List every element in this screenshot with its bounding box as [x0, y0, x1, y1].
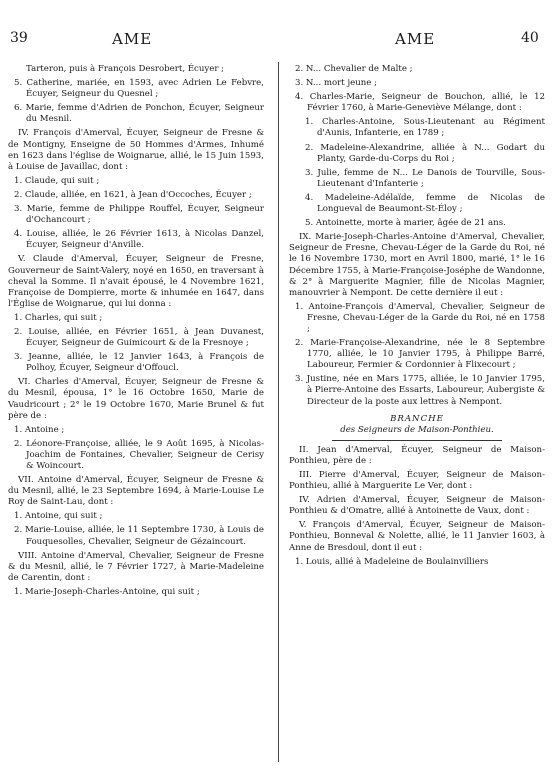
- genealogy-paragraph: IX. Marie-Joseph-Charles-Antoine d'Amerval, Chevalier, Seigneur de Fresne, Chevau-Léger de la Garde du Roi, né le 16 Novembre 1730, mort en Avril 1800, marié, 1° le 16 Décembre 1755, à Marie-Françoise-Joséphe de Wandonne, & 2° à Marguerite Magnier, fille de Nicolas Magnier, manouvrier à Nempont. De cette dernière il eut :: [289, 232, 545, 298]
- right-column: [289, 64, 545, 571]
- genealogy-entry: 1. Claude, qui suit ;: [14, 175, 100, 186]
- left-column: [8, 64, 264, 601]
- genealogy-paragraph: VII. Antoine d'Amerval, Écuyer, Seigneur de Fresne & du Mesnil, allié, le 23 Septembre 1694, à Marie-Louise Le Roy de Saint-Lau, dont :: [8, 475, 264, 508]
- genealogy-entry: 2. Claude, alliée, en 1621, à Jean d'Occoches, Écuyer ;: [14, 189, 252, 200]
- genealogy-entry: 5. Catherine, mariée, en 1593, avec Adrien Le Febvre, Écuyer, Seigneur du Quesnel ;: [14, 78, 264, 100]
- genealogy-paragraph: II. Jean d'Amerval, Écuyer, Seigneur de Maison-Ponthieu, père de :: [289, 444, 545, 466]
- genealogy-entry: 6. Marie, femme d'Adrien de Ponchon, Écuyer, Seigneur du Mesnil.: [14, 103, 264, 125]
- running-title-right: AME: [395, 30, 436, 48]
- genealogy-entry: Tarteron, puis à François Desrobert, Écuyer ;: [26, 64, 225, 74]
- genealogy-entry: 4. Charles-Marie, Seigneur de Bouchon, allié, le 12 Février 1760, à Marie-Geneviève Mélange, dont :: [295, 92, 545, 114]
- genealogy-entry: 4. Madeleine-Adélaïde, femme de Nicolas de Longueval de Beaumont-St-Éloy ;: [305, 192, 545, 215]
- genealogy-paragraph: IV. Adrien d'Amerval, Écuyer, Seigneur de Maison-Ponthieu & d'Omatre, allié à Antoinette de Vaux, dont :: [289, 495, 545, 517]
- genealogy-paragraph: V. François d'Amerval, Écuyer, Seigneur de Maison-Ponthieu, Bonneval & Nolette, allié, le 11 Janvier 1603, à Anne de Bresdoul, dont il eut :: [289, 520, 545, 553]
- genealogy-paragraph: VIII. Antoine d'Amerval, Chevalier, Seigneur de Fresne & du Mesnil, allié, le 7 Février 1727, à Marie-Madeleine de Carentin, dont :: [8, 550, 264, 583]
- branch-subheading: des Seigneurs de Maison-Ponthieu.: [340, 424, 494, 435]
- page-number-right: 40: [521, 30, 539, 46]
- genealogy-entry: 1. Charles-Antoine, Sous-Lieutenant au Régiment d'Aunis, Infanterie, en 1789 ;: [305, 117, 545, 139]
- right-column-genealogy: [289, 64, 545, 408]
- genealogy-entry: 4. Louise, alliée, le 26 Février 1613, à Nicolas Danzel, Écuyer, Seigneur d'Anville.: [14, 229, 264, 251]
- genealogy-entry: 1. Antoine-François d'Amerval, Chevalier, Seigneur de Fresne, Chevau-Léger de la Garde du Roi, né en 1758 ;: [295, 301, 545, 334]
- genealogy-entry: 3. Julie, femme de N... Le Danois de Tourville, Sous-Lieutenant d'Infanterie ;: [305, 167, 545, 189]
- genealogy-entry: 3. Marie, femme de Philippe Rouffel, Écuyer, Seigneur d'Ochancourt ;: [14, 204, 264, 226]
- genealogy-entry: 2. Louise, alliée, en Février 1651, à Jean Duvanest, Écuyer, Seigneur de Guimicourt & de la Fresnoye ;: [14, 326, 264, 349]
- genealogy-entry: 1. Marie-Joseph-Charles-Antoine, qui suit ;: [14, 586, 200, 597]
- genealogy-paragraph: IV. François d'Amerval, Écuyer, Seigneur de Fresne & de Montigny, Enseigne de 50 Hommes d'Armes, Inhumé en 1623 dans l'église de Woignarue, allié, le 15 Juin 1593, à Louise de Javaillac, dont :: [8, 128, 264, 172]
- genealogy-entry: 2. Marie-Louise, alliée, le 11 Septembre 1730, à Louis de Fouquesolles, Chevalier, Seigneur de Gézaincourt.: [14, 525, 264, 547]
- column-divider: [278, 62, 279, 762]
- running-title-left: AME: [112, 30, 153, 48]
- genealogy-entry: 1. Charles, qui suit ;: [14, 312, 103, 323]
- genealogy-paragraph: V. Claude d'Amerval, Écuyer, Seigneur de Fresne, Gouverneur de Saint-Valery, noyé en 1650, en traversant à cheval la Somme. Il n'avait épousé, le 4 Novembre 1621, Françoise de Dompierre, morte & inhumée en 1647, dans l'Église de Woignarue, qui lui donna :: [8, 254, 264, 309]
- genealogy-entry: 3. N... mort jeune ;: [295, 78, 377, 89]
- genealogy-entry: 2. Léonore-Françoise, alliée, le 9 Août 1695, à Nicolas-Joachim de Fontaines, Chevalier, Seigneur de Cerisy & Woincourt.: [14, 438, 264, 471]
- genealogy-entry: 5. Antoinette, morte à marier, âgée de 21 ans.: [305, 218, 506, 229]
- genealogy-entry: 2. Marie-Françoise-Alexandrine, née le 8 Septembre 1770, alliée, le 10 Janvier 1795, à Philippe Barré, Laboureur, Fermier & Cordonnier à Flixecourt ;: [295, 338, 545, 371]
- genealogy-paragraph: III. Pierre d'Amerval, Écuyer, Seigneur de Maison-Ponthieu, allié à Marguerite Le Ver, dont :: [289, 470, 545, 492]
- genealogy-entry: 1. Louis, allié à Madeleine de Boulainvilliers: [295, 556, 489, 567]
- right-column-branch: [289, 445, 545, 568]
- branch-heading: BRANCHE: [390, 413, 444, 424]
- genealogy-paragraph: VI. Charles d'Amerval, Écuyer, Seigneur de Fresne & du Mesnil, épousa, 1° le 16 Octobre 1650, Marie de Vaudricourt ; 2° le 19 Octobre 1670, Marie Brunel & fut père de :: [8, 377, 264, 421]
- page-number-left: 39: [10, 30, 28, 46]
- genealogy-entry: 1. Antoine, qui suit ;: [14, 511, 103, 522]
- genealogy-entry: 1. Antoine ;: [14, 424, 65, 435]
- branch-rule: [332, 440, 502, 441]
- genealogy-entry: 3. Justine, née en Mars 1775, alliée, le 10 Janvier 1795, à Pierre-Antoine des Essarts, Laboureur, Aubergiste & Directeur de la poste aux lettres à Nempont.: [295, 374, 545, 407]
- genealogy-entry: 2. N... Chevalier de Malte ;: [295, 64, 413, 74]
- genealogy-entry: 3. Jeanne, alliée, le 12 Janvier 1643, à François de Polhoy, Écuyer, Seigneur d'Offoucl.: [14, 352, 264, 374]
- genealogy-entry: 2. Madeleine-Alexandrine, alliée à N... Godart du Planty, Garde-du-Corps du Roi ;: [305, 142, 545, 164]
